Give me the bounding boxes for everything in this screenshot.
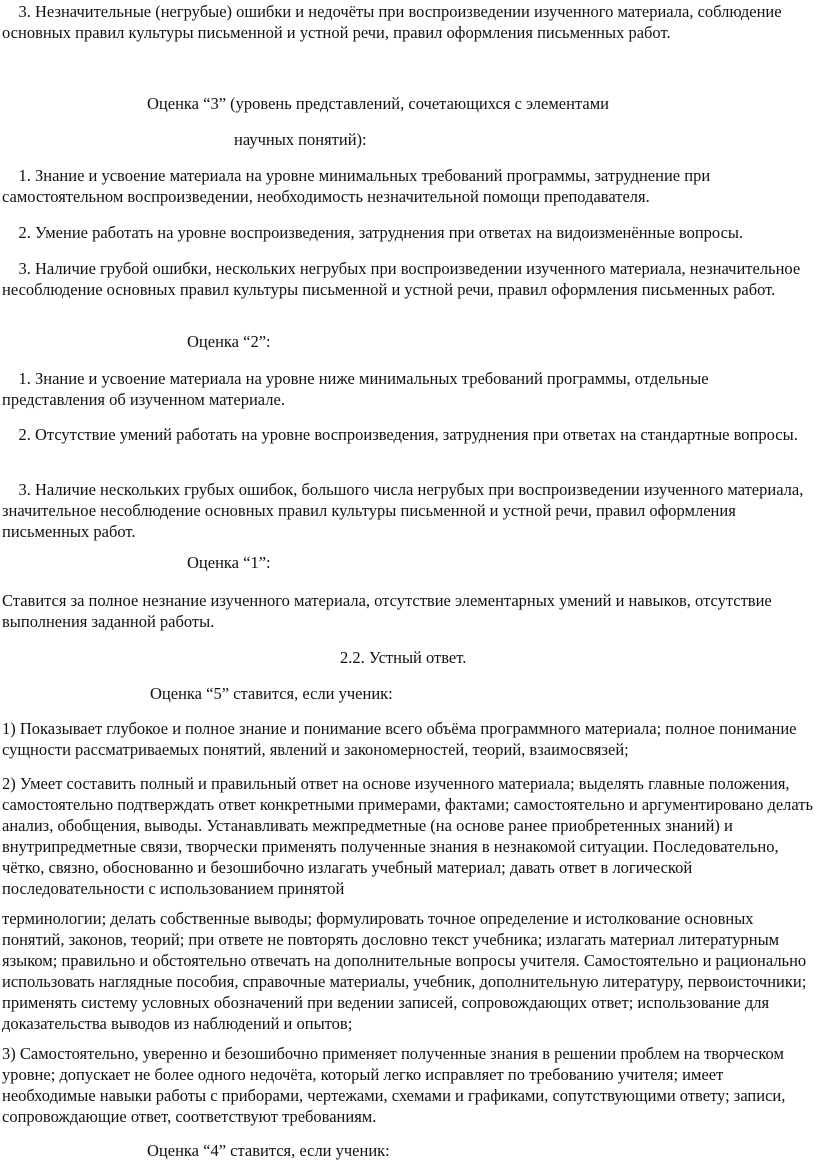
- grade-3-heading-line-2: научных понятий):: [234, 130, 367, 149]
- grade-3-heading-line-1: Оценка “3” (уровень представлений, сочетающихся с элементами: [147, 94, 609, 113]
- grade-3-criterion-1: 1. Знание и усвоение материала на уровне минимальных требований программы, затруднение при самостоятельном воспроизведении, необходимость незначительной помощи преподавателя.: [2, 166, 715, 206]
- grade-4-heading: Оценка “4” ставится, если ученик:: [147, 1141, 390, 1160]
- grade-2-criterion-1: 1. Знание и усвоение материала на уровне ниже минимальных требований программы, отдельные представления об изученном материале.: [2, 369, 713, 409]
- grade-5-criterion-2-continued: терминологии; делать собственные выводы; формулировать точное определение и истолкование основных понятий, законов, теорий; при ответе не повторять дословно текст учебника; излагать материал литературным языком; правильно и обстоятельно отвечать на дополнительные вопросы учителя. Самостоятельно и рационально использовать наглядные пособия, справочные материалы, учебник, дополнительную литературу, первоисточники; применять систему условных обозначений при ведении записей, сопровождающих ответ; использование для доказательства выводов из наблюдений и опытов;: [2, 909, 807, 1033]
- grade-3-criterion-2: 2. Умение работать на уровне воспроизведения, затруднения при ответах на видоизменённые вопросы.: [2, 223, 744, 242]
- paragraph-item-3-minor-errors: 3. Незначительные (негрубые) ошибки и недочёты при воспроизведении изученного материала, соблюдение основных правил культуры письменной и устной речи, правил оформления письменных работ.: [2, 2, 786, 42]
- grade-2-criterion-2: 2. Отсутствие умений работать на уровне воспроизведения, затруднения при ответах на стандартные вопросы.: [2, 425, 798, 444]
- grade-2-heading: Оценка “2”:: [187, 332, 271, 351]
- grade-5-criterion-3: 3) Самостоятельно, уверенно и безошибочно применяет полученные знания в решении проблем на творческом уровне; допускает не более одного недочёта, который легко исправляет по требованию учителя; имеет необходимые навыки работы с приборами, чертежами, схемами и графиками, сопутствующими ответу; записи, сопровождающие ответ, соответствуют требованиям.: [2, 1044, 786, 1126]
- grade-2-criterion-3: 3. Наличие нескольких грубых ошибок, большого числа негрубых при воспроизведении изученного материала, значительное несоблюдение основных правил культуры письменной и устной речи, правил оформления письменных работ.: [2, 480, 808, 541]
- grade-1-criterion: Ставится за полное незнание изученного материала, отсутствие элементарных умений и навыков, отсутствие выполнения заданной работы.: [2, 591, 772, 631]
- grade-5-heading: Оценка “5” ставится, если ученик:: [150, 684, 393, 703]
- grade-3-criterion-3: 3. Наличие грубой ошибки, нескольких негрубых при воспроизведении изученного материала, незначительное несоблюдение основных правил культуры письменной и устной речи, правил оформления письменных работ.: [2, 259, 805, 299]
- grade-5-criterion-2: 2) Умеет составить полный и правильный ответ на основе изученного материала; выделять главные положения, самостоятельно подтверждать ответ конкретными примерами, фактами; самостоятельно и аргументировано делать анализ, обобщения, выводы. Устанавливать межпредметные (на основе ранее приобретенных знаний) и внутрипредметные связи, творчески применять полученные знания в незнакомой ситуации. Последовательно, чётко, связно, обоснованно и безошибочно излагать учебный материал; давать ответ в логической последовательности с использованием принятой: [2, 774, 814, 898]
- section-heading-oral-answer: 2.2. Устный ответ.: [340, 648, 467, 667]
- grade-1-heading: Оценка “1”:: [187, 553, 271, 572]
- grade-5-criterion-1: 1) Показывает глубокое и полное знание и понимание всего объёма программного материала; полное понимание сущности рассматриваемых понятий, явлений и закономерностей, теорий, взаимосвязей;: [2, 719, 797, 759]
